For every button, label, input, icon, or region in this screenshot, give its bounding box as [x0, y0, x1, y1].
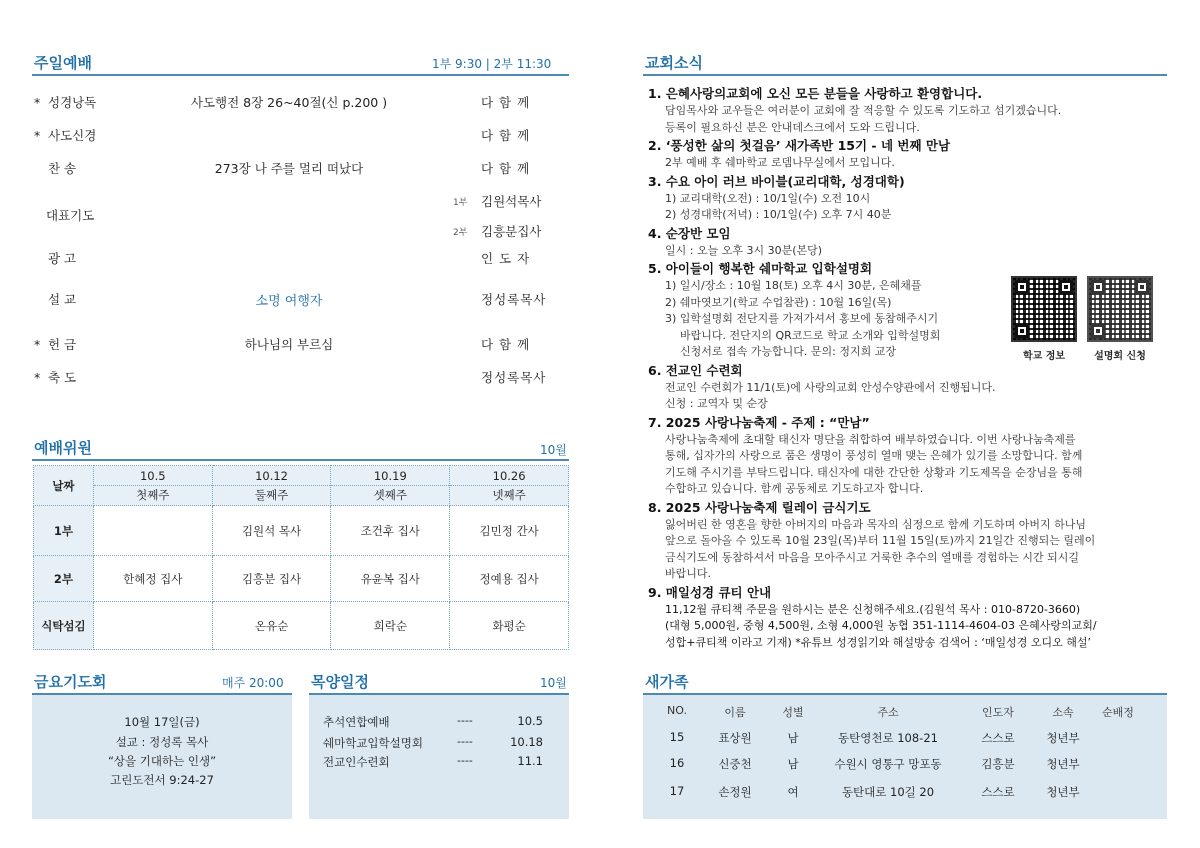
- news-line: 신청서로 접속 가능합니다. 문의: 정지희 교장: [680, 345, 896, 358]
- news-title: 교회소식: [645, 54, 703, 72]
- news-rule: [643, 74, 1167, 76]
- friday-line-1: 10월 17일(금): [124, 715, 200, 729]
- newfamily-cell: 청년부: [1046, 757, 1080, 771]
- worship-label-text: 축 도: [48, 370, 77, 385]
- date-col-3: [331, 466, 450, 506]
- news-heading: 8. 2025 사랑나눔축제 릴레이 금식기도: [648, 499, 871, 515]
- newfamily-cell: 남: [787, 757, 799, 771]
- prayer-tag-2: 2부: [453, 228, 468, 238]
- news-heading: 3. 수요 아이 러브 바이블(교리대학, 성경대학): [648, 173, 905, 189]
- duty-cell: [93, 602, 212, 650]
- duty-cell: 화평순: [450, 602, 569, 650]
- worship-leader: 다 함 께: [481, 161, 531, 176]
- committee-rule: [32, 459, 569, 461]
- worship-label-text: 찬 송: [48, 161, 77, 176]
- duty-cell: 조건후 집사: [331, 506, 450, 556]
- date-col-2: [212, 466, 331, 506]
- qr-caption-2: 설명회 신청: [1094, 351, 1146, 362]
- worship-leader: 정성록목사: [481, 370, 547, 385]
- worship-row-label: [34, 249, 76, 267]
- worship-leader: 다 함 께: [481, 337, 531, 352]
- worship-row-label: [34, 126, 96, 144]
- worship-star: *: [34, 337, 41, 352]
- newfamily-header-cell: 이름: [724, 706, 746, 719]
- worship-row: [34, 249, 554, 269]
- worship-content: 하나님의 부르심: [244, 337, 334, 352]
- worship-row: [34, 126, 554, 146]
- pastoral-item-date: 10.5: [517, 714, 543, 728]
- date-col-1: [93, 466, 212, 506]
- newfamily-cell: 스스로: [981, 731, 1015, 745]
- duty-cell: 온유순: [212, 602, 331, 650]
- worship-row: [34, 93, 554, 113]
- newfamily-cell: 15: [669, 730, 685, 744]
- news-line: 담임목사와 교우들은 여러분이 교회에 잘 적응할 수 있도록 기도하고 섬기겠습니다.: [665, 104, 1062, 117]
- worship-rule: [32, 74, 569, 76]
- newfamily-cell: 수원시 영통구 망포동: [834, 757, 942, 771]
- newfamily-title: 새가족: [645, 673, 689, 691]
- duty-cell: 유윤복 집사: [331, 556, 450, 602]
- worship-title: 주일예배: [34, 54, 92, 72]
- date-3: 10.19: [331, 467, 449, 486]
- newfamily-cell: 남: [787, 731, 799, 745]
- pastoral-item-name: 전교인수련회: [323, 755, 390, 769]
- week-4: 넷째주: [492, 487, 526, 502]
- friday-time: 매주 20:00: [222, 676, 284, 690]
- news-heading: 5. 아이들이 행복한 쉐마학교 입학설명회: [648, 261, 873, 276]
- worship-star: *: [34, 95, 41, 110]
- date-header: 날짜: [34, 466, 94, 506]
- duty-cell: [93, 506, 212, 556]
- news-line: (대형 5,000원, 중형 4,500원, 소형 4,000원 농협 351-1114-4604-03 은혜사랑의교회/: [665, 619, 1097, 632]
- news-heading: 9. 매일성경 큐티 안내: [648, 584, 772, 600]
- news-line: 신청 : 교역자 및 순장: [665, 397, 768, 410]
- newfamily-cell: 손정원: [718, 785, 752, 799]
- newfamily-cell: 16: [669, 756, 685, 770]
- newfamily-header-cell: 인도자: [982, 706, 1014, 719]
- date-4: 10.26: [450, 467, 568, 486]
- pastoral-title: 목양일정: [311, 673, 369, 691]
- news-line: 등록이 필요하신 분은 안내데스크에서 도와 드립니다.: [665, 120, 920, 134]
- friday-line-2: 설교 : 정성록 목사: [115, 735, 209, 749]
- row-label-3: 식탁섬김: [34, 602, 94, 650]
- news-heading: 2. ‘풍성한 삶의 첫걸음’ 새가족반 15기 - 네 번째 만남: [648, 138, 951, 153]
- newfamily-cell: 스스로: [981, 785, 1015, 799]
- news-line: 기도해 주시기를 부탁드립니다. 태신자에 대한 간단한 상황과 기도제목을 순장님을 통해: [665, 465, 1083, 479]
- worship-row-label: [34, 159, 76, 177]
- news-heading: 7. 2025 사랑나눔축제 - 주제 : “만남”: [648, 414, 870, 430]
- news-line: 11,12월 큐티책 주문을 원하시는 분은 신청해주세요.(김원석 목사 : 010-8720-3660): [665, 602, 1081, 616]
- worship-row-label: [34, 368, 76, 386]
- worship-row: [34, 335, 554, 355]
- pastoral-month: 10월: [540, 676, 567, 690]
- pastoral-item-date: 10.18: [510, 735, 543, 749]
- friday-line-3: “상을 기대하는 인생”: [107, 754, 217, 768]
- qr-caption-1: 학교 정보: [1022, 351, 1066, 362]
- news-line: 통해, 십자가의 사랑으로 품은 생명이 풍성히 열매 맺는 은혜가 있기를 소망합니다. 함께: [665, 449, 1083, 462]
- pastoral-item-date: 11.1: [517, 754, 543, 768]
- news-line: 2부 예배 후 쉐마학교 로뎀나무실에서 모입니다.: [665, 156, 895, 169]
- row-label-2: 2부: [34, 556, 94, 602]
- news-line: 일시 : 오늘 오후 3시 30분(본당): [665, 243, 823, 257]
- pastoral-panel: [309, 695, 569, 819]
- row-label-1: 1부: [34, 506, 94, 556]
- worship-row-label: [34, 93, 96, 111]
- worship-content: 사도행전 8장 26~40절(신 p.200 ): [190, 95, 388, 110]
- worship-row: [34, 368, 554, 388]
- pastoral-item-name: 추석연합예배: [323, 715, 390, 729]
- worship-label-text: 성경낭독: [48, 95, 97, 110]
- worship-content: 소명 여행자: [255, 294, 323, 309]
- newfamily-header-cell: NO.: [667, 704, 687, 717]
- news-line: 바랍니다. 전단지의 QR코드로 학교 소개와 입학설명회: [680, 328, 941, 342]
- worship-leader: 인 도 자: [481, 251, 531, 266]
- worship-label-text: 사도신경: [48, 128, 97, 143]
- worship-star: *: [34, 128, 41, 143]
- newfamily-panel: [643, 695, 1167, 819]
- friday-title: 금요기도회: [34, 673, 107, 691]
- news-line: 잃어버린 한 영혼을 향한 아버지의 마음과 목자의 심정으로 함께 기도하며 아버지 하나님: [665, 517, 1086, 531]
- friday-line-4: 고린도전서 9:24-27: [110, 773, 214, 787]
- worship-leader: 다 함 께: [481, 128, 531, 143]
- newfamily-header-cell: 주소: [877, 706, 899, 719]
- week-3: 셋째주: [373, 487, 407, 502]
- newfamily-cell: 여: [787, 785, 799, 799]
- worship-leader: 정성록목사: [481, 292, 547, 307]
- news-line: 금식기도에 동참하셔서 마음을 모아주시고 거룩한 추수의 열매를 경험하는 시간 되시길: [665, 550, 1080, 564]
- news-line: 전교인 수련회가 11/1(토)에 사랑의교회 안성수양관에서 진행됩니다.: [665, 380, 996, 394]
- duty-cell: 김민정 간사: [450, 506, 569, 556]
- newfamily-cell: 표상원: [718, 731, 752, 745]
- newfamily-cell: 17: [669, 784, 685, 798]
- worship-star: *: [34, 370, 41, 385]
- duty-cell: 희락순: [331, 602, 450, 650]
- week-1: 첫째주: [136, 487, 170, 502]
- date-col-4: [450, 466, 569, 506]
- duty-cell: 정예용 집사: [450, 556, 569, 602]
- worship-row: [34, 290, 554, 310]
- news-line: 앞으로 돌아올 수 있도록 10월 23일(목)부터 11월 15일(토)까지 21일간 진행되는 릴레이: [665, 534, 1096, 547]
- week-2: 둘째주: [254, 487, 289, 502]
- news-line: 2) 쉐마엿보기(학교 수업참관) : 10월 16일(목): [665, 295, 892, 309]
- duty-cell: 한혜정 집사: [93, 556, 212, 602]
- duty-cell: 김흥분 집사: [212, 556, 331, 602]
- news-line: 3) 입학설명회 전단지를 가져가셔서 홍보에 동참해주시기: [665, 312, 939, 325]
- news-heading: 4. 순장반 모임: [648, 225, 731, 241]
- worship-leader: 다 함 께: [481, 95, 531, 110]
- worship-row-label: [34, 335, 76, 353]
- prayer-tag-1: 1부: [453, 198, 468, 208]
- worship-row-label: [34, 290, 76, 308]
- news-line: 바랍니다.: [665, 567, 712, 580]
- committee-table: [33, 465, 569, 650]
- date-1: 10.5: [94, 467, 212, 486]
- news-line: 수합하고 있습니다. 함께 공동체로 기도하고자 합니다.: [665, 482, 924, 495]
- pastoral-item-dash: ----: [457, 754, 473, 767]
- newfamily-cell: 청년부: [1046, 731, 1080, 745]
- qr-code-session-signup[interactable]: [1087, 276, 1153, 342]
- news-line: 성합+큐티책 이라고 기재) *유튜브 성경읽기와 해설방송 검색어 : ‘매일성경 오디오 해설’: [665, 635, 1091, 649]
- committee-month: 10월: [540, 443, 567, 457]
- worship-label-text: 광 고: [48, 251, 77, 266]
- newfamily-cell: 동탄영천로 108-21: [838, 731, 938, 745]
- newfamily-header-cell: 성별: [782, 706, 804, 719]
- date-2: 10.12: [213, 467, 331, 486]
- worship-row: [34, 159, 554, 179]
- worship-label-text: 설 교: [48, 292, 77, 307]
- pastoral-item-dash: ----: [457, 735, 473, 748]
- newfamily-cell: 김흥분: [981, 757, 1015, 771]
- news-line: 사랑나눔축제에 초대할 태신자 명단을 취합하여 배부하였습니다. 이번 사랑나눔축제를: [665, 432, 1076, 446]
- pastoral-item-name: 쉐마학교입학설명회: [323, 736, 423, 750]
- news-line: 2) 성경대학(저녁) : 10/1일(수) 오후 7시 40분: [665, 208, 892, 221]
- worship-content: 273장 나 주를 멀리 떠났다: [214, 161, 364, 176]
- newfamily-cell: 신중천: [718, 757, 752, 771]
- news-heading: 6. 전교인 수련회: [648, 362, 743, 378]
- prayer-name-2: 김흥분집사: [481, 224, 542, 239]
- news-line: 1) 일시/장소 : 10월 18(토) 오후 4시 30분, 은혜채플: [665, 279, 922, 292]
- news-heading: 1. 은혜사랑의교회에 오신 모든 분들을 사랑하고 환영합니다.: [648, 86, 983, 101]
- qr-code-school-info[interactable]: [1011, 276, 1077, 342]
- worship-label-text: 헌 금: [48, 337, 77, 352]
- prayer-name-1: 김원석목사: [481, 194, 542, 209]
- newfamily-header-cell: 순배정: [1102, 706, 1134, 719]
- pastoral-item-dash: ----: [457, 714, 473, 727]
- duty-cell: 김원석 목사: [212, 506, 331, 556]
- committee-title: 예배위원: [34, 439, 92, 457]
- newfamily-cell: 청년부: [1046, 785, 1080, 799]
- newfamily-cell: 동탄대로 10길 20: [841, 785, 935, 799]
- news-line: 1) 교리대학(오전) : 10/1일(수) 오전 10시: [665, 191, 871, 205]
- newfamily-header-cell: 소속: [1052, 706, 1074, 719]
- friday-panel: [32, 695, 292, 819]
- prayer-label: 대표기도: [46, 208, 95, 223]
- worship-time: 1부 9:30 | 2부 11:30: [432, 57, 552, 71]
